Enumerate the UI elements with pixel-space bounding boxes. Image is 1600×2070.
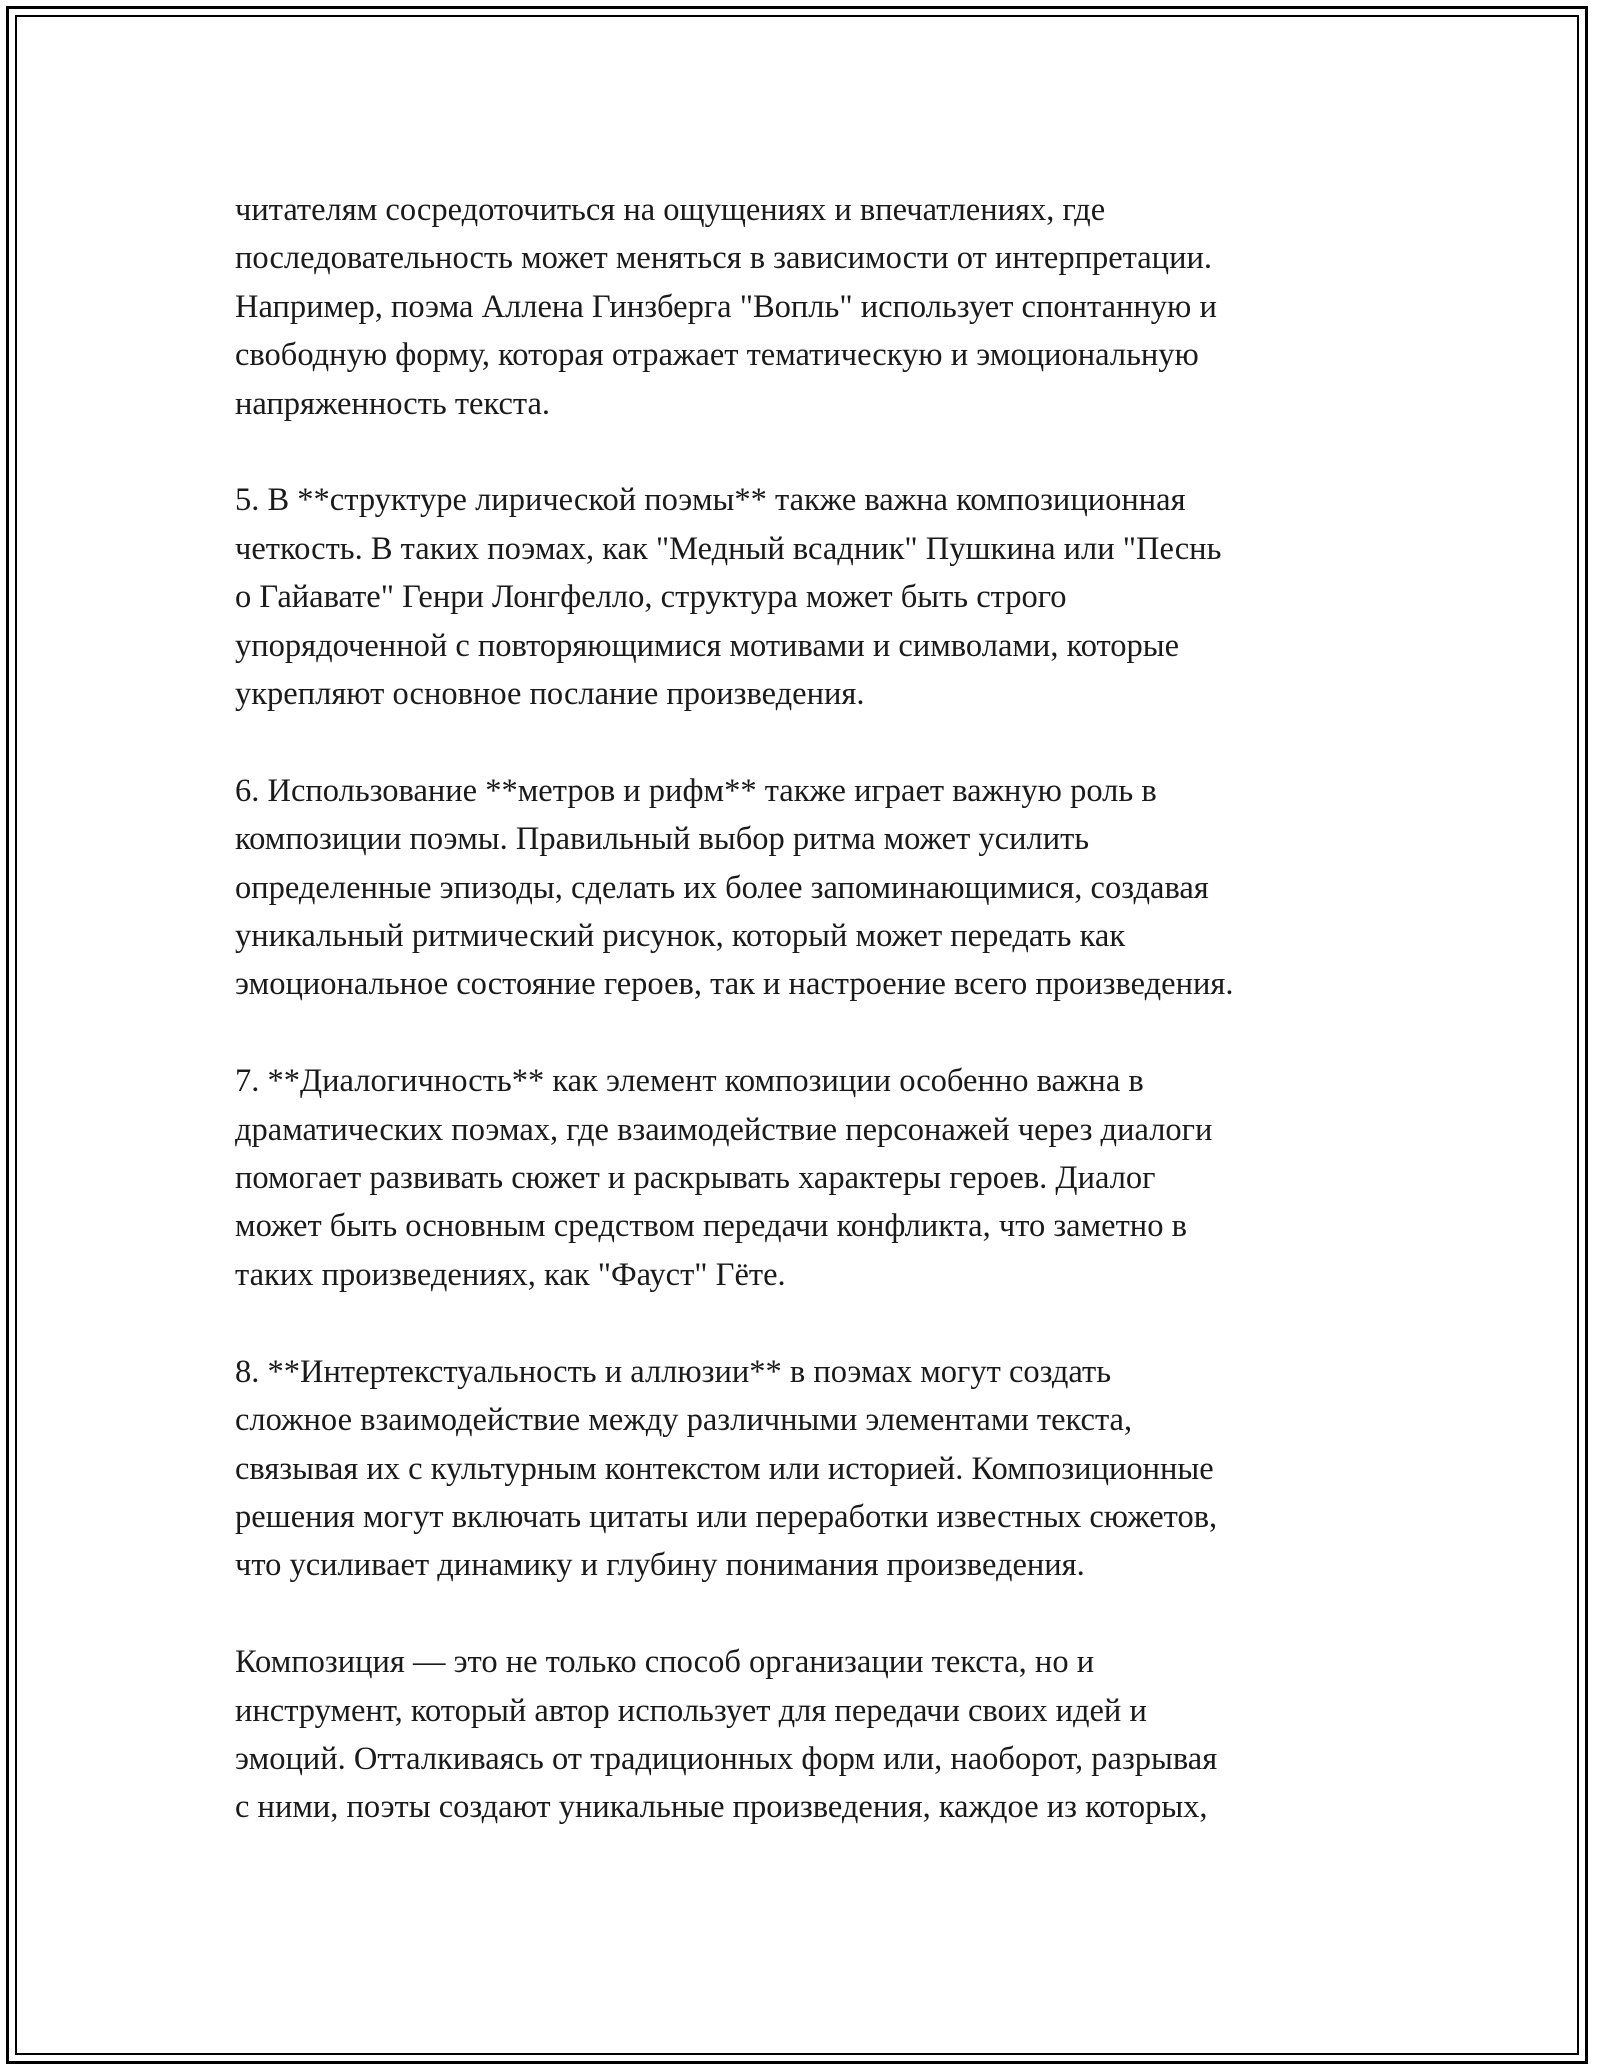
text-line: сложное взаимодействие между различными элементами текста, bbox=[235, 1402, 1133, 1439]
text-line: 7. **Диалогичность** как элемент композиции особенно важна в bbox=[235, 1063, 1144, 1100]
text-line: упорядоченной с повторяющимися мотивами и символами, которые bbox=[235, 627, 1180, 664]
text-line: эмоциональное состояние героев, так и настроение всего произведения. bbox=[235, 966, 1234, 1003]
document-body bbox=[235, 186, 1385, 1880]
paragraph-conclusion bbox=[235, 1638, 1385, 1832]
text-line: связывая их с культурным контекстом или историей. Композиционные bbox=[235, 1450, 1214, 1487]
text-line: 6. Использование **метров и рифм** также играет важную роль в bbox=[235, 772, 1157, 809]
text-line: таких произведениях, как "Фауст" Гёте. bbox=[235, 1256, 786, 1293]
text-line: что усиливает динамику и глубину понимания произведения. bbox=[235, 1547, 1085, 1584]
text-line: укрепляют основное послание произведения. bbox=[235, 676, 865, 713]
text-line: определенные эпизоды, сделать их более запоминающимися, создавая bbox=[235, 869, 1209, 906]
paragraph-item-8 bbox=[235, 1348, 1385, 1590]
text-line: решения могут включать цитаты или переработки известных сюжетов, bbox=[235, 1498, 1218, 1535]
text-line: может быть основным средством передачи конфликта, что заметно в bbox=[235, 1208, 1187, 1245]
text-line: 5. В **структуре лирической поэмы** также важна композиционная bbox=[235, 482, 1186, 519]
paragraph-item-7 bbox=[235, 1057, 1385, 1299]
text-line: инструмент, который автор использует для передачи своих идей и bbox=[235, 1692, 1147, 1729]
paragraph-continuation bbox=[235, 186, 1385, 428]
text-line: помогает развивать сюжет и раскрывать характеры героев. Диалог bbox=[235, 1160, 1156, 1197]
text-line: композиции поэмы. Правильный выбор ритма может усилить bbox=[235, 821, 1090, 858]
text-line: о Гайавате" Генри Лонгфелло, структура может быть строго bbox=[235, 579, 1067, 616]
text-line: Композиция — это не только способ организации текста, но и bbox=[235, 1644, 1095, 1681]
text-line: с ними, поэты создают уникальные произведения, каждое из которых, bbox=[235, 1789, 1208, 1826]
text-line: драматических поэмах, где взаимодействие персонажей через диалоги bbox=[235, 1111, 1213, 1148]
text-line: последовательность может меняться в зависимости от интерпретации. bbox=[235, 240, 1212, 277]
text-line: четкость. В таких поэмах, как "Медный всадник" Пушкина или "Песнь bbox=[235, 530, 1222, 567]
paragraph-item-5 bbox=[235, 476, 1385, 718]
text-line: эмоций. Отталкиваясь от традиционных форм или, наоборот, разрывая bbox=[235, 1740, 1218, 1777]
text-line: 8. **Интертекстуальность и аллюзии** в поэмах могут создать bbox=[235, 1353, 1112, 1390]
text-line: Например, поэма Аллена Гинзберга "Вопль" использует спонтанную и bbox=[235, 288, 1217, 325]
paragraph-item-6 bbox=[235, 767, 1385, 1009]
text-line: уникальный ритмический рисунок, который может передать как bbox=[235, 918, 1126, 955]
text-line: напряженность текста. bbox=[235, 385, 551, 422]
text-line: свободную форму, которая отражает тематическую и эмоциональную bbox=[235, 337, 1199, 374]
text-line: читателям сосредоточиться на ощущениях и впечатлениях, где bbox=[235, 192, 1106, 228]
